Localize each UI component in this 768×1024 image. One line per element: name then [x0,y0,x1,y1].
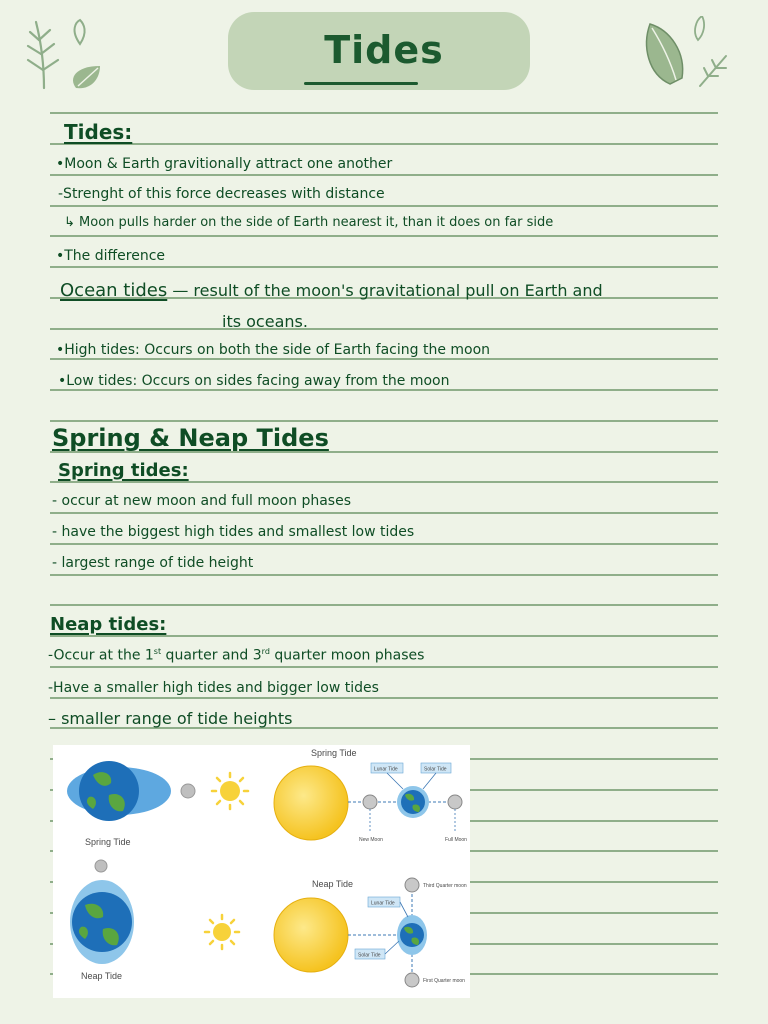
note-line: -Strenght of this force decreases with distance [58,186,385,202]
ruled-line [50,266,718,268]
neap-tide-title: Neap Tide [312,879,354,889]
note-line: •The difference [56,248,166,264]
ruled-line [50,389,718,391]
neap-text: quarter and 3 [161,647,262,664]
title-underline [304,82,418,85]
neap-text: -Occur at the 1 [48,647,154,664]
spring-neap-heading: Spring & Neap Tides [52,424,329,452]
ruled-line [50,604,718,606]
new-moon-icon [363,795,377,809]
ruled-line [50,574,718,576]
neap-tides-heading: Neap tides: [50,614,167,635]
neap-note-line: -Have a smaller high tides and bigger low tides [48,680,379,696]
spring-tides-heading: Spring tides: [58,460,189,481]
tides-heading: Tides: [64,120,133,144]
spring-note-line: - largest range of tide height [52,555,254,571]
sun-icon [212,773,248,809]
lunar-tide-label: Lunar Tide [371,900,395,907]
first-quarter-label: First Quarter moon [423,978,465,984]
moon-icon [181,784,195,798]
ruled-line [50,512,718,514]
ordinal-suffix: st [153,647,162,656]
ruled-line [50,174,718,176]
ruled-line [50,420,718,422]
lunar-tide-label: Lunar Tide [374,766,398,773]
new-moon-label: New Moon [359,837,383,843]
spring-note-line: - have the biggest high tides and smallest low tides [52,524,415,540]
solar-tide-label: Solar Tide [424,766,447,773]
ruled-line [50,112,718,114]
ruled-line [50,481,718,483]
ocean-tides-line [60,280,603,301]
neap-tide-caption: Neap Tide [81,971,123,981]
earth-icon [79,761,139,821]
tides-diagram [53,745,470,998]
ruled-line [50,543,718,545]
note-line: •Moon & Earth gravitionally attract one another [56,156,393,172]
ruled-line [50,358,718,360]
sun-icon [205,915,239,949]
low-tides-line: •Low tides: Occurs on sides facing away from the moon [58,373,450,389]
sun-icon [274,898,348,972]
first-quarter-moon-icon [405,973,419,987]
ruled-line [50,697,718,699]
ruled-line [50,143,718,145]
sun-icon [274,766,348,840]
full-moon-label: Full Moon [445,837,467,843]
ordinal-suffix: rd [261,647,270,656]
ruled-line [50,666,718,668]
ruled-line [50,328,718,330]
neap-text: quarter moon phases [269,647,425,664]
third-quarter-label: Third Quarter moon [423,883,467,889]
solar-tide-label: Solar Tide [358,952,381,959]
spring-tide-title: Spring Tide [311,748,357,758]
neap-note-line [48,647,424,664]
moon-icon [95,860,107,872]
high-tides-line: •High tides: Occurs on both the side of Earth facing the moon [56,342,491,358]
ocean-tides-definition: — result of the moon's gravitational pull on Earth and [172,281,603,300]
spring-note-line: - occur at new moon and full moon phases [52,493,351,509]
full-moon-icon [448,795,462,809]
ocean-tides-definition-cont: its oceans. [222,312,308,331]
tides-diagram-svg [53,745,470,998]
ruled-line [50,205,718,207]
note-line: ↳ Moon pulls harder on the side of Earth nearest it, than it does on far side [64,215,554,230]
neap-note-line: – smaller range of tide heights [48,709,293,728]
ruled-line [50,235,718,237]
spring-tide-caption: Spring Tide [85,837,131,847]
ruled-line [50,635,718,637]
earth-icon [72,892,132,952]
third-quarter-moon-icon [405,878,419,892]
page-title: Tides [324,28,444,72]
ocean-tides-term: Ocean tides [60,280,168,301]
